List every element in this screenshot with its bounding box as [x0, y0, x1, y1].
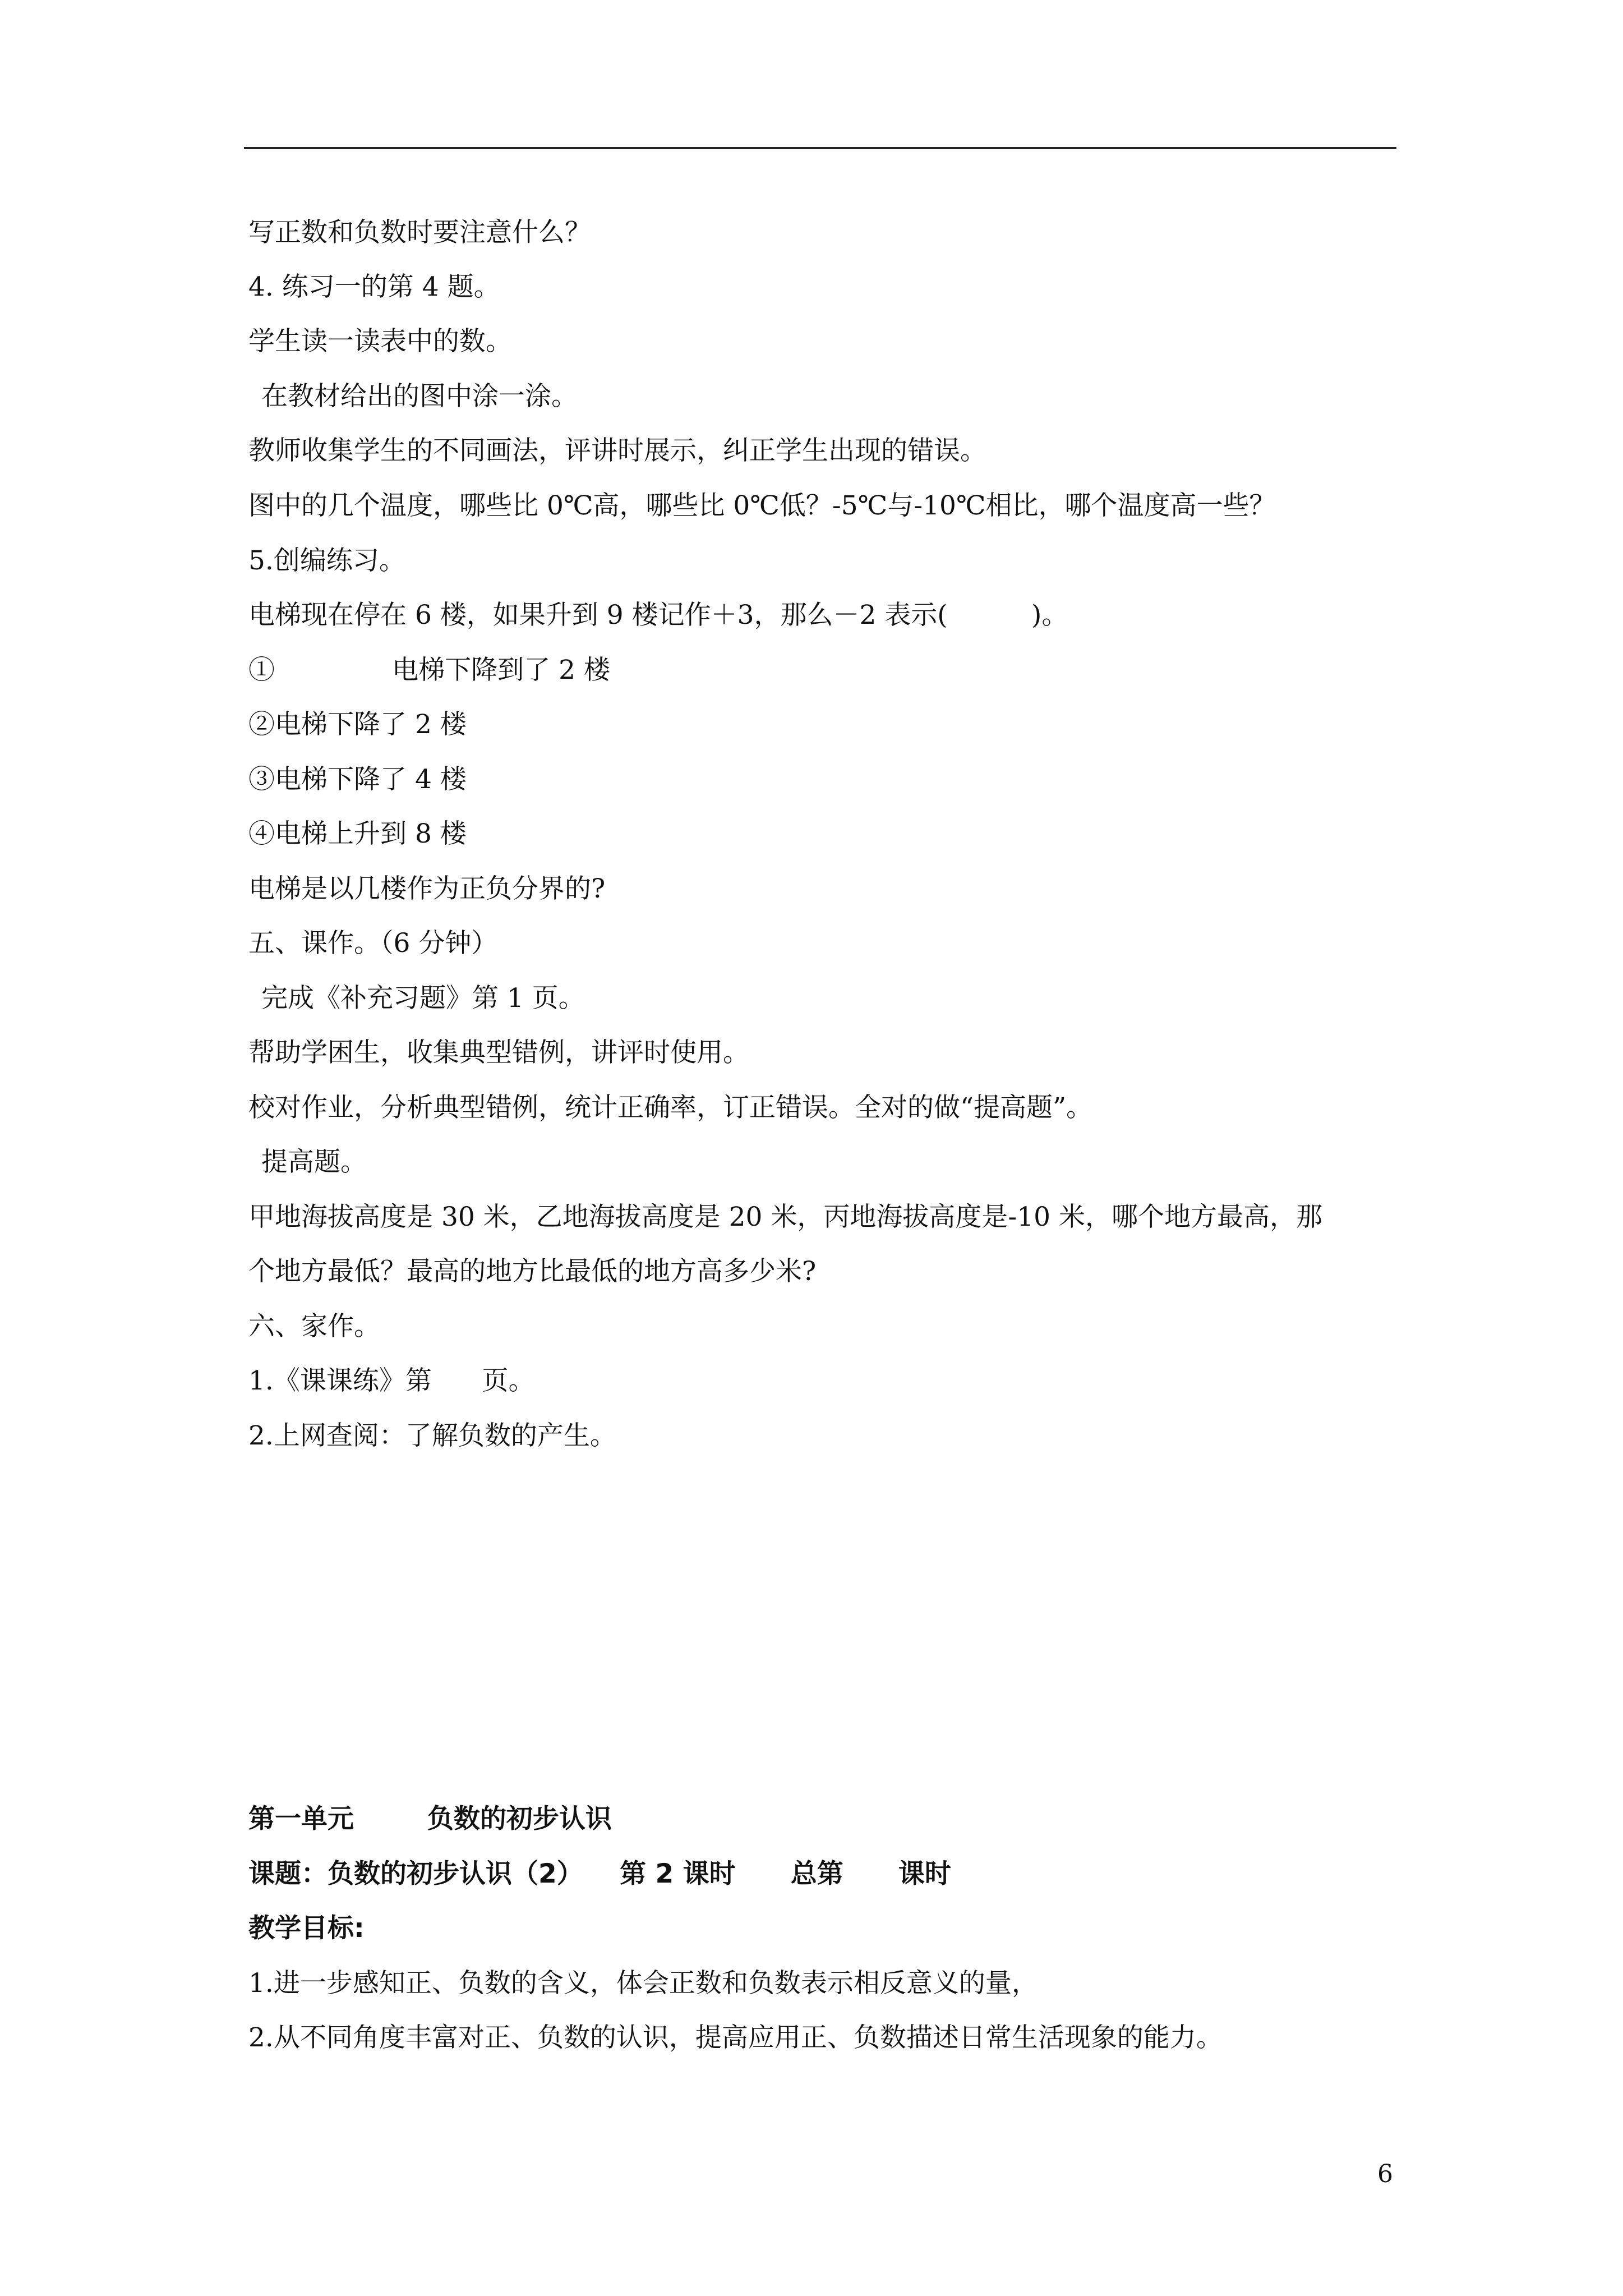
- goals-heading: 教学目标:: [248, 1913, 365, 1944]
- unit-heading: 第一单元 负数的初步认识: [248, 1803, 612, 1834]
- text-line: 教师收集学生的不同画法，评讲时展示，纠正学生出现的错误。: [248, 435, 986, 466]
- text-line: 4. 练习一的第 4 题。: [248, 272, 500, 302]
- text-line: 电梯现在停在 6 楼，如果升到 9 楼记作＋3，那么－2 表示( )。: [248, 600, 1068, 631]
- option-item: ③电梯下降了 4 楼: [248, 764, 467, 795]
- text-line: 5.创编练习。: [248, 545, 405, 576]
- option-item: ②电梯下降了 2 楼: [248, 709, 467, 740]
- text-line: 完成《补充习题》第 1 页。: [261, 983, 585, 1014]
- page-number: 6: [1377, 2160, 1393, 2188]
- text-line: 学生读一读表中的数。: [248, 326, 512, 357]
- header-rule: [244, 147, 1396, 149]
- text-line: 提高题。: [261, 1147, 367, 1177]
- goal-item: 1.进一步感知正、负数的含义，体会正数和负数表示相反意义的量，: [248, 1968, 1038, 1999]
- text-line: 六、家作。: [248, 1311, 380, 1342]
- goal-item: 2.从不同角度丰富对正、负数的认识，提高应用正、负数描述日常生活现象的能力。: [248, 2022, 1223, 2053]
- text-line: 个地方最低？最高的地方比最低的地方高多少米?: [248, 1256, 817, 1287]
- text-line: 1.《课课练》第 页。: [248, 1365, 535, 1396]
- text-line: 写正数和负数时要注意什么？: [248, 217, 591, 248]
- text-line: 电梯是以几楼作为正负分界的?: [248, 873, 606, 904]
- text-line: 甲地海拔高度是 30 米，乙地海拔高度是 20 米，丙地海拔高度是-10 米，哪个地方最高，那: [248, 1202, 1322, 1232]
- text-line: 五、课作。（6 分钟）: [248, 928, 498, 959]
- text-line: 帮助学困生，收集典型错例，讲评时使用。: [248, 1037, 749, 1068]
- option-item: ④电梯上升到 8 楼: [248, 818, 467, 849]
- text-line: 图中的几个温度，哪些比 0℃高，哪些比 0℃低？-5℃与-10℃相比，哪个温度高一些？: [248, 490, 1276, 521]
- text-line: 校对作业，分析典型错例，统计正确率，订正错误。全对的做“提高题”。: [248, 1092, 1093, 1123]
- option-item: ① 电梯下降到了 2 楼: [248, 655, 610, 685]
- text-line: 2.上网查阅：了解负数的产生。: [248, 1420, 616, 1451]
- text-line: 在教材给出的图中涂一涂。: [261, 381, 578, 412]
- lesson-heading: 课题：负数的初步认识（2） 第 2 课时 总第 课时: [248, 1858, 951, 1889]
